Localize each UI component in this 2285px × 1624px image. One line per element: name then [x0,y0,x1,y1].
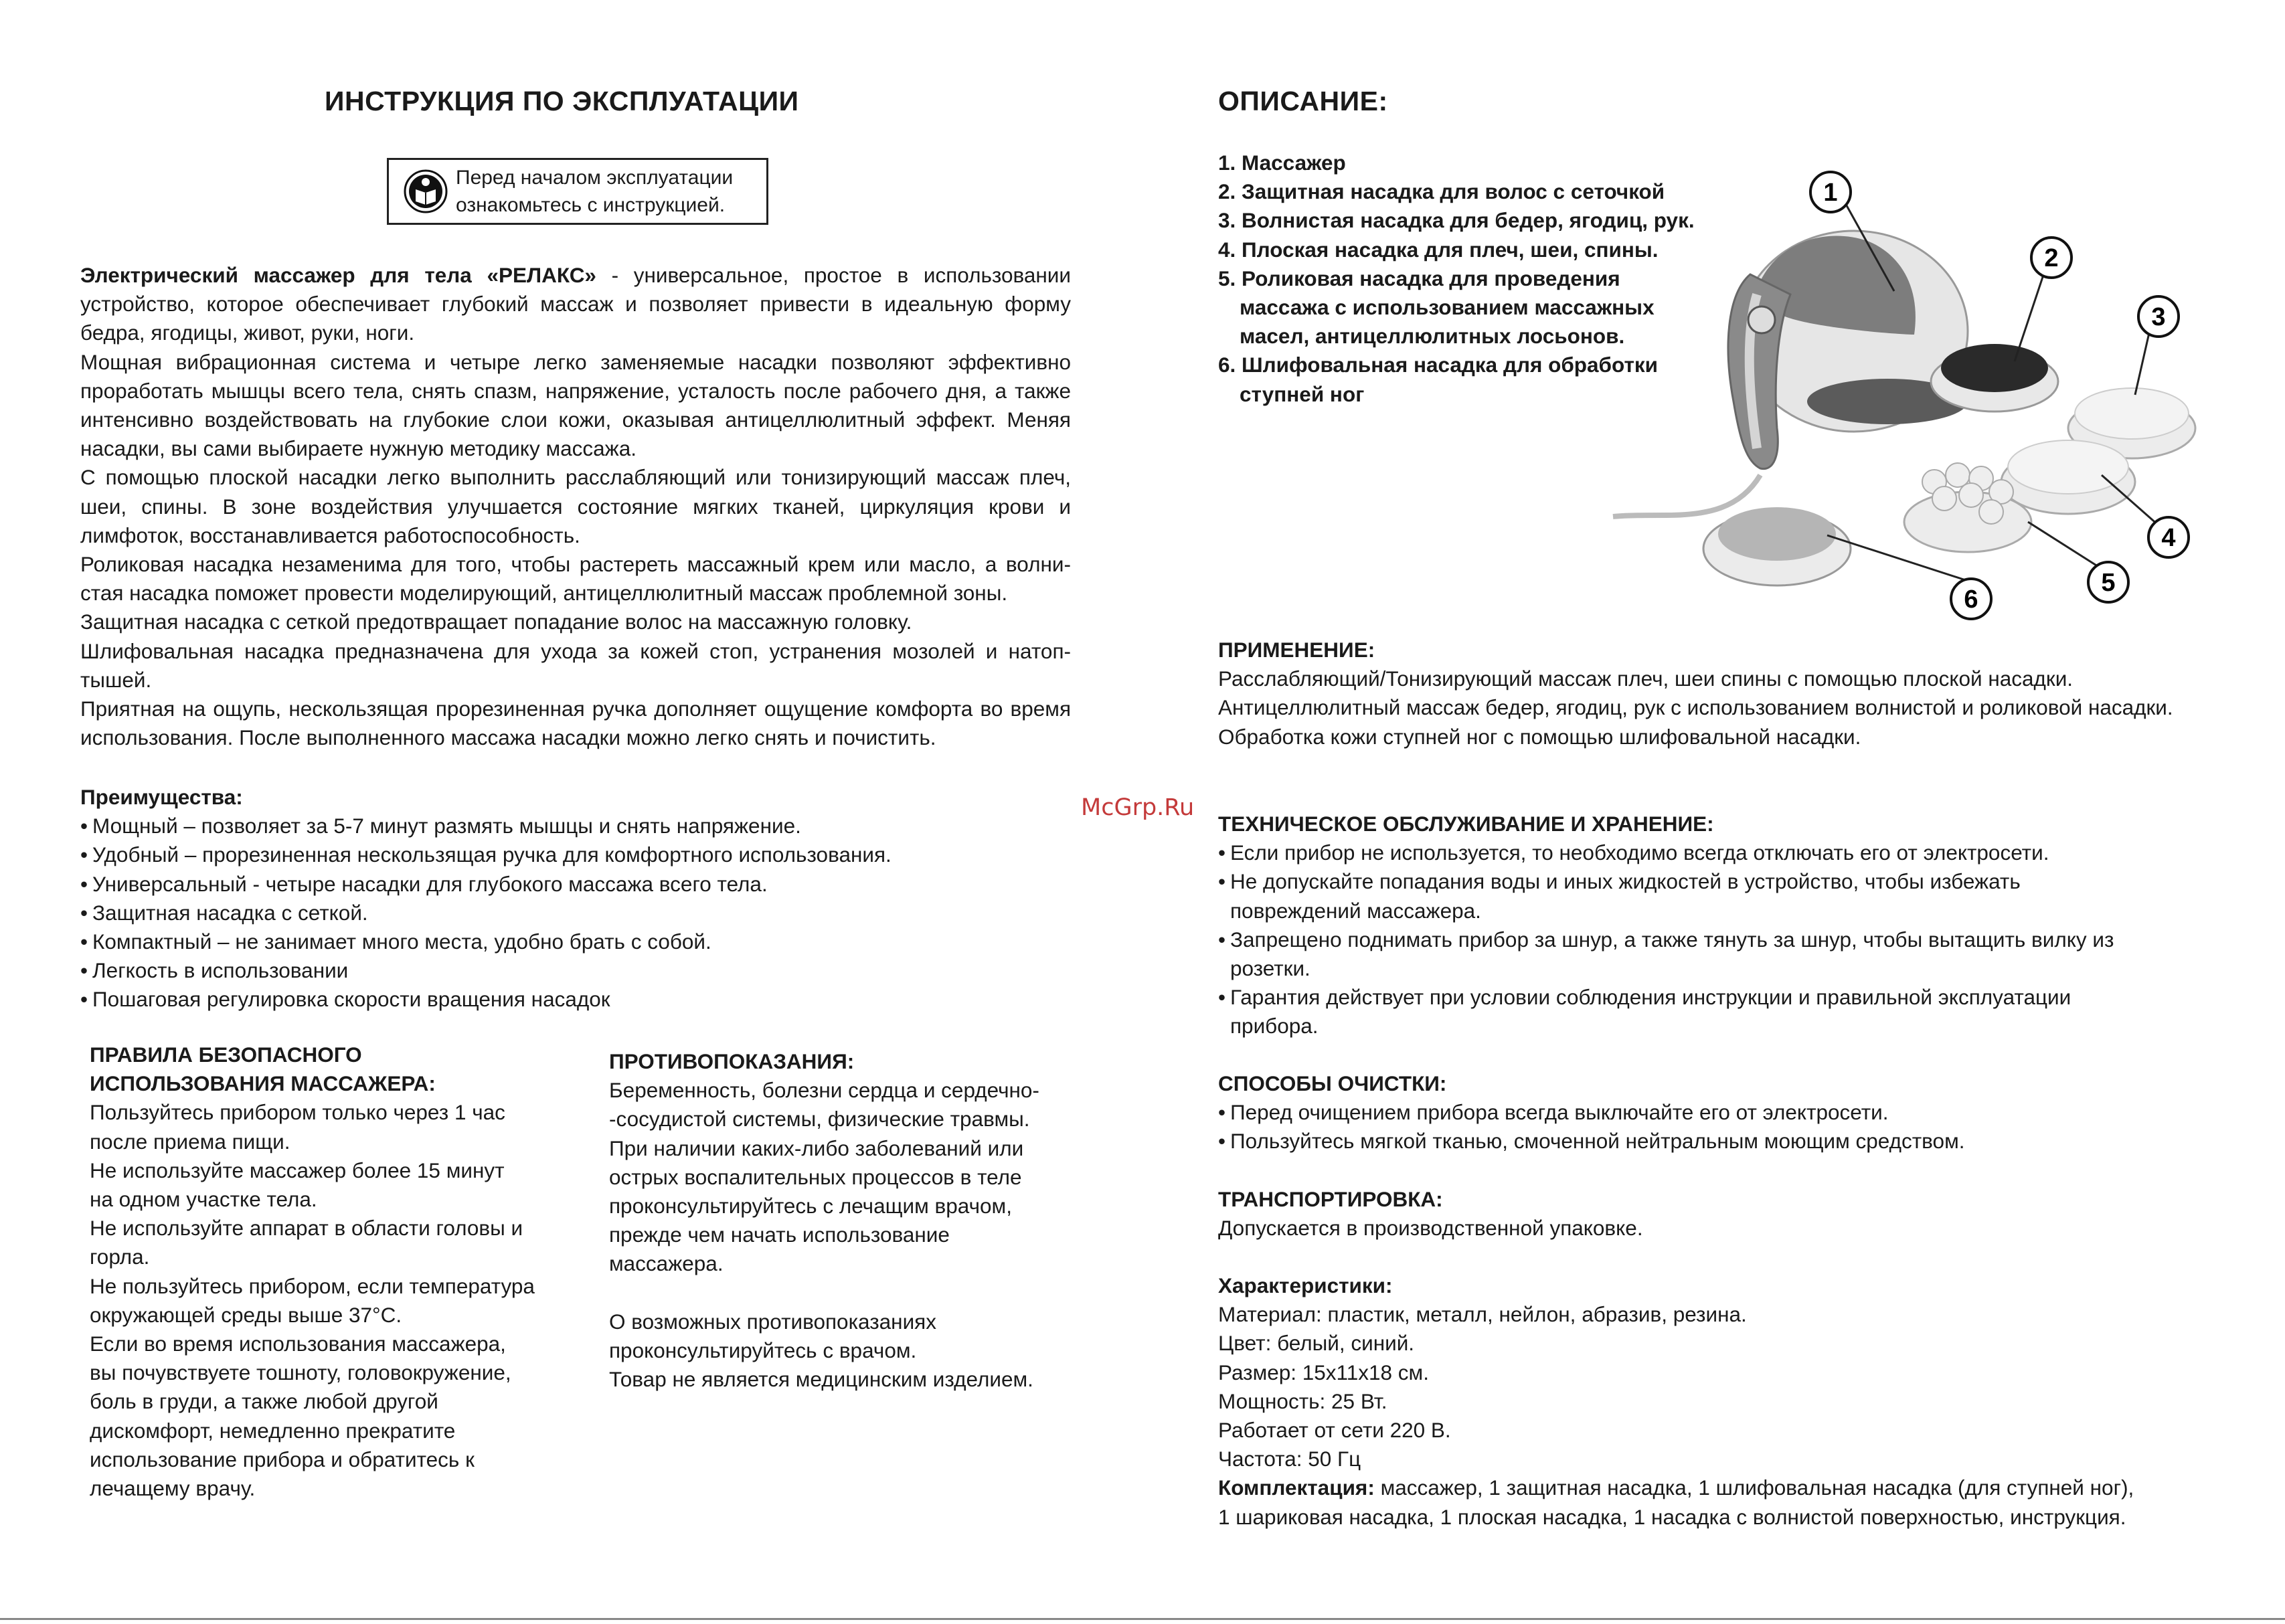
usage-paragraph: Расслабляющий/Тонизирующий массаж плеч, шеи спины с помощью плоской насадки. [1218,666,2074,691]
flat-attachment [2001,440,2135,514]
intro-paragraph: Приятная на ощупь, нескользящая прорезиненная ручка дополняет ощущение комфорта во время использования. После выполненного массажа насадки можно легко снять и почистить. [80,697,1071,750]
transport-text: Допускается в производственной упаковке. [1218,1216,1643,1241]
specs-heading: Характеристики: [1218,1273,1393,1297]
list-item: • Пользуйтесь мягкой тканью, смоченной нейтральным моющим средством. [1218,1127,2195,1156]
text-line: прежде чем начать использование [609,1223,950,1247]
list-item-text: Не допускайте попадания воды и иных жидкостей в устройство, чтобы избежать [1230,869,2021,894]
list-item [1218,925,2195,983]
list-item: • Защитная насадка с сеткой. [80,899,1071,927]
svg-text:1: 1 [1823,179,1838,207]
usage-paragraph: Обработка кожи ступней ног с помощью шлифовальной насадки. [1218,724,1861,749]
cord [1613,475,1760,517]
text-line: после приема пищи. [90,1129,290,1154]
specs-section [1218,1271,2195,1532]
contraindications-heading: ПРОТИВОПОКАЗАНИЯ: [609,1049,855,1073]
text-line: Товар не является медицинским изделием. [609,1367,1033,1392]
spec-row: Частота: 50 Гц [1218,1447,1361,1471]
usage-paragraph: Антицеллюлитный массаж бедер, ягодиц, рук с использованием волнистой и роликовой насадки. [1218,695,2173,720]
callout-4 [2148,517,2189,557]
text-line: дискомфорт, немедленно прекратите [90,1418,456,1443]
leader-line [2028,522,2107,572]
intro-paragraph: Шлифовальная насадка предназначена для ухода за кожей стоп, устранения мозолей и натоп-тышей. [80,638,1071,692]
list-item-text: Если прибор не используется, то необходимо всегда отключать его от электросети. [1230,840,2049,865]
product-illustration [1606,161,2209,642]
intro-lead [80,261,1071,348]
intro-text [80,261,1071,752]
list-item-text: прибора. [1230,1014,1319,1039]
text-line: массажера. [609,1251,724,1276]
text-line: горла. [90,1245,150,1269]
callout-1 [1810,172,1851,212]
text-line: проконсультируйтесь с врачом. [609,1338,917,1362]
svg-text:3: 3 [2151,303,2166,331]
text-line: Не используйте аппарат в области головы и [90,1216,523,1241]
list-item: • Легкость в использовании [80,956,1071,985]
text-line: боль в груди, а также любой другой [90,1389,438,1414]
spec-row: Размер: 15х11х18 см. [1218,1360,1429,1384]
advantages-list [80,812,1071,1014]
intro-paragraph: Защитная насадка с сеткой предотвращает попадание волос на массажную головку. [80,610,912,634]
contraindications-text [609,1076,1078,1394]
list-item: • Перед очищением прибора всегда выключайте его от электросети. [1218,1098,2195,1127]
text-line: окружающей среды выше 37°С. [90,1302,402,1327]
advantages-heading: Преимущества: [80,785,243,809]
maintenance-heading: ТЕХНИЧЕСКОЕ ОБСЛУЖИВАНИЕ И ХРАНЕНИЕ: [1218,812,1714,836]
parts-item: ступней ног [1240,381,1365,406]
usage-section [1218,636,2195,751]
spec-row: Цвет: белый, синий. [1218,1331,1415,1356]
list-item-text: розетки. [1230,956,1310,981]
parts-item: массажа с использованием массажных [1240,295,1655,320]
usage-heading: ПРИМЕНЕНИЕ: [1218,638,1375,662]
product-name: Электрический массажер для тела «РЕЛАКС» [80,263,596,287]
text-line: лечащему врачу. [90,1476,256,1501]
parts-item: 4. Плоская насадка для плеч, шеи, спины. [1218,237,1659,262]
callout-6 [1951,579,1991,619]
instructions-title: ИНСТРУКЦИЯ ПО ЭКСПЛУАТАЦИИ [325,86,799,116]
list-item: • Универсальный - четыре насадки для глубокого массажа всего тела. [80,870,1071,899]
page-bottom-rule [0,1618,2285,1620]
massager-body [1728,231,1968,469]
parts-item: 3. Волнистая насадка для бедер, ягодиц, рук. [1218,208,1695,233]
callout-5 [2088,562,2128,602]
text-line: Не используйте массажер более 15 минут [90,1158,505,1182]
text-line: острых воспалительных процессов в теле [609,1164,1022,1189]
heading-line: ПРАВИЛА БЕЗОПАСНОГО [90,1043,362,1067]
watermark: McGrp.Ru [1081,794,1195,821]
list-item [1218,867,2195,925]
list-item-text: Запрещено поднимать прибор за шнур, а также тянуть за шнур, чтобы вытащить вилку из [1230,927,2114,952]
callout-2 [2031,238,2071,278]
heading-line: ИСПОЛЬЗОВАНИЯ МАССАЖЕРА: [90,1071,436,1096]
list-item-text: Гарантия действует при условии соблюдения инструкции и правильной эксплуатации [1230,985,2071,1010]
intro-paragraph: Роликовая насадка незаменима для того, чтобы растереть массажный крем или масло, а волни-стая насадка поможет провести моделирующий, антицеллюлитный массаж проблемной зоны. [80,552,1071,606]
list-item: • Компактный – не занимает много места, удобно брать с собой. [80,927,1071,956]
notice-line-2: ознакомьтесь с инструкцией. [456,194,726,216]
list-item: • Пошаговая регулировка скорости вращения насадок [80,985,1071,1014]
parts-item: 5. Роликовая насадка для проведения [1218,266,1620,290]
description-title: ОПИСАНИЕ: [1218,86,1388,116]
spec-row: Мощность: 25 Вт. [1218,1388,1387,1413]
callout-3 [2138,296,2179,337]
svg-text:2: 2 [2044,244,2059,272]
list-item: • Удобный – прорезиненная нескользящая ручка для комфортного использования. [80,840,1071,869]
advantages-section [80,783,1071,1014]
abrasive-attachment [1703,507,1851,585]
text-line: Пользуйтесь прибором только через 1 час [90,1100,505,1125]
transport-heading: ТРАНСПОРТИРОВКА: [1218,1187,1443,1211]
cleaning-section [1218,1069,2195,1156]
text-line: вы почувствуете тошноту, головокружение, [90,1360,511,1385]
svg-text:4: 4 [2161,524,2176,552]
intro-paragraph: Мощная вибрационная система и четыре легко заменяемые насадки позволяют эффективно проработать мышцы всего тела, снять спазм, напряжение, усталость после рабочего дня, а также интенсивно воздействовать на глубокие слои кожи, оказывая антицеллюлитный эффект. Меняя насадки, вы сами выбираете нужную методику массажа. [80,349,1071,461]
svg-text:6: 6 [1964,585,1978,614]
kit-text-cont: 1 шариковая насадка, 1 плоская насадка, 1 насадка с волнистой поверхностью, инструкция. [1218,1504,2126,1529]
safety-rules-section [90,1041,572,1503]
text-line: Если во время использования массажера, [90,1332,506,1356]
kit-label: Комплектация: [1218,1475,1375,1500]
list-item-text: повреждений массажера. [1230,898,1481,923]
kit-row [1218,1473,2195,1502]
text-line: использование прибора и обратитесь к [90,1447,475,1471]
text-line: -сосудистой системы, физические травмы. [609,1107,1030,1132]
text-line: При наличии каких-либо заболеваний или [609,1136,1024,1160]
spec-row: Материал: пластик, металл, нейлон, абразив, резина. [1218,1302,1747,1327]
text-line: О возможных противопоказаниях [609,1309,936,1334]
cleaning-list [1218,1098,2195,1156]
cleaning-heading: СПОСОБЫ ОЧИСТКИ: [1218,1071,1447,1095]
notice-box [387,158,768,225]
svg-text:5: 5 [2101,569,2116,597]
intro-paragraph: С помощью плоской насадки легко выполнить расслабляющий или тонизирующий массаж плеч, шеи, спины. В зоне воздействия улучшается состояние мягких тканей, циркуляция крови и лимфоток, восстанавливается работоспособность. [80,465,1071,547]
list-item [1218,983,2195,1041]
contraindications-section [609,1047,1078,1394]
transport-section [1218,1185,2195,1243]
maintenance-list [1218,838,2195,1041]
parts-item: 2. Защитная насадка для волос с сеточкой [1218,179,1665,204]
safety-rules-heading [90,1041,572,1098]
list-item [1218,838,2195,867]
parts-item: масел, антицеллюлитных лосьонов. [1240,324,1625,349]
maintenance-section [1218,810,2195,1041]
kit-text: массажер, 1 защитная насадка, 1 шлифовальная насадка (для ступней ног), [1374,1475,2134,1500]
notice-line-1: Перед началом эксплуатации [456,167,734,189]
text-line: на одном участке тела. [90,1187,317,1212]
spec-row: Работает от сети 220 В. [1218,1418,1451,1443]
text-line: Беременность, болезни сердца и сердечно- [609,1078,1039,1103]
safety-rules-text [90,1098,572,1503]
intro-lead-rest: - универсальное, простое в использовании устройство, которое обеспечивает глубокий массаж и позволяет привести в идеальную форму бедра, ягодицы, живот, руки, ноги. [80,263,1071,345]
text-line: Не пользуйтесь прибором, если температура [90,1273,535,1298]
notice-text [456,164,733,219]
list-item: • Мощный – позволяет за 5-7 минут размять мышцы и снять напряжение. [80,812,1071,840]
text-line: проконсультируйтесь с лечащим врачом, [609,1194,1012,1219]
parts-item: 1. Массажер [1218,151,1346,175]
read-manual-icon [404,169,448,213]
parts-item: 6. Шлифовальная насадка для обработки [1218,353,1659,377]
